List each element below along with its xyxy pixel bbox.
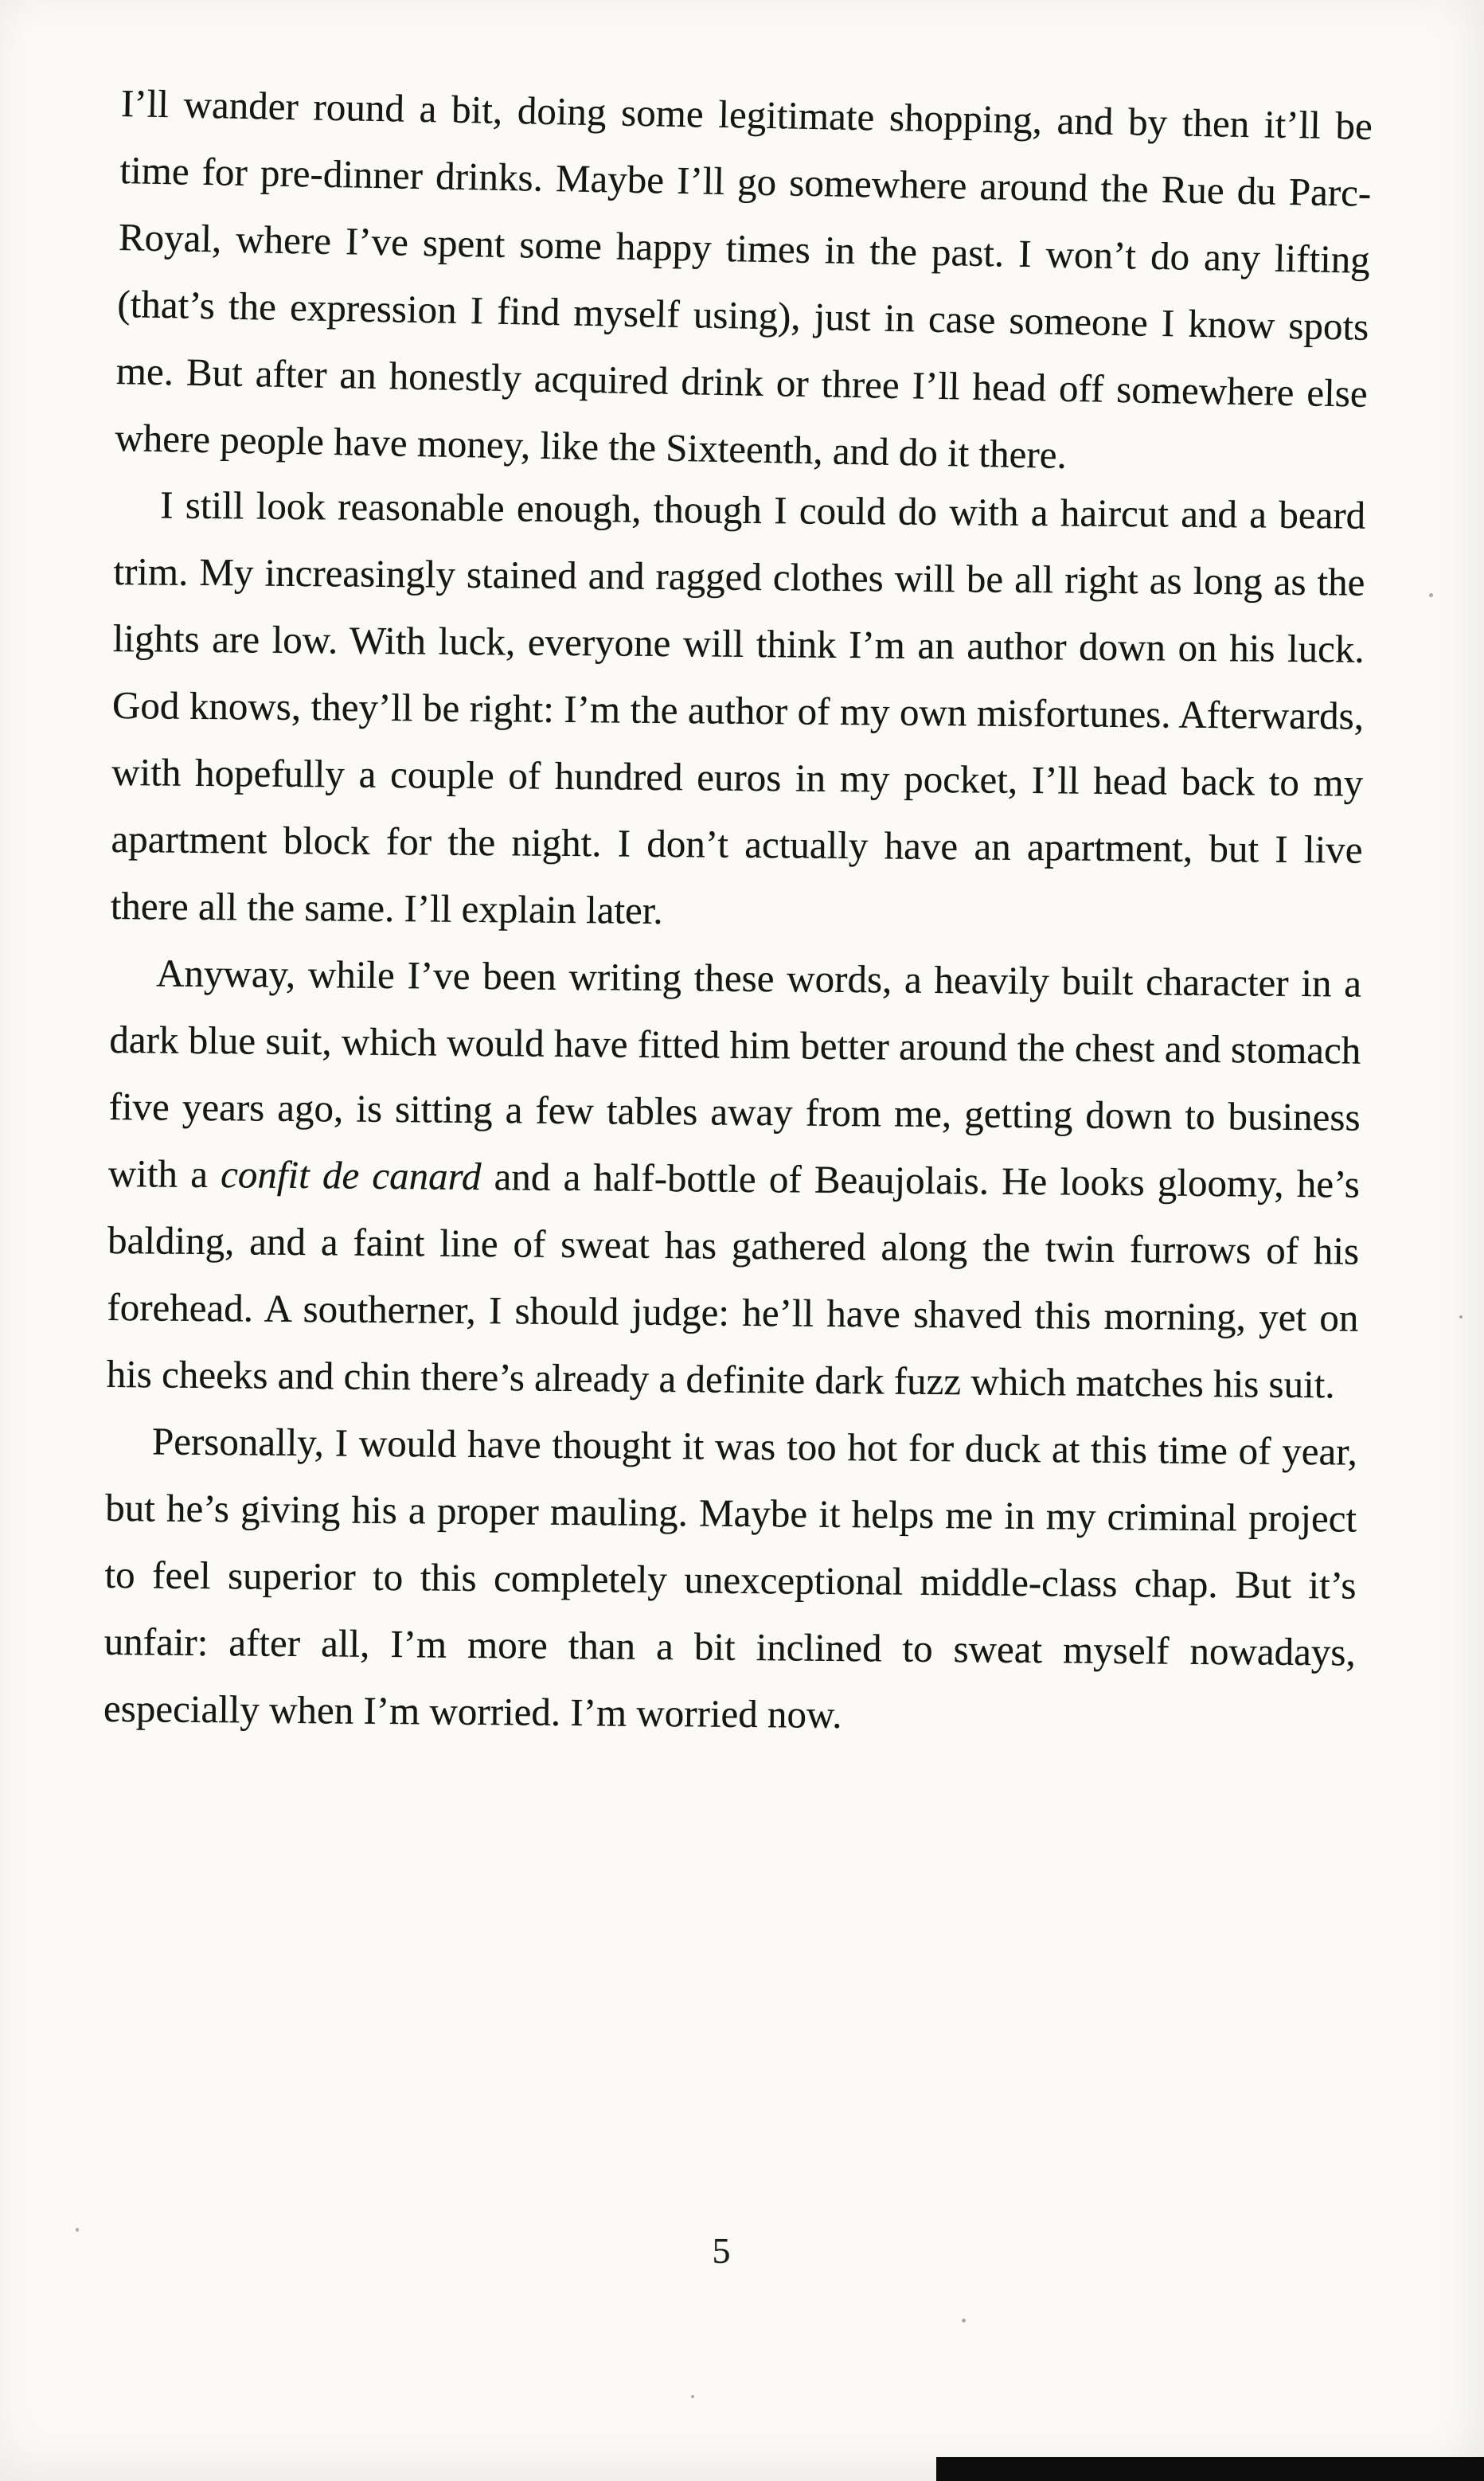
italic-phrase: confit de canard	[220, 1152, 482, 1199]
paragraph-text: and a half-bottle of Beaujolais. He looks gloomy, he’s balding, and a faint line of sweat has gathered along the twin furrows of his forehead. A southerner, I should judge: he’ll have shaved this morning, yet on his cheeks and chin there’s already a definite dark fuzz which matches his suit.	[106, 1155, 1361, 1407]
page-text	[103, 70, 1373, 1753]
scan-speck	[691, 2395, 694, 2398]
paragraph-text: Anyway, while I’ve been writing these words, a heavily built character in a dark blue suit, which would have fitted him better around the chest and stomach five years ago, is sitting a few tables away from me, getting down to business with a	[107, 951, 1362, 1197]
scan-speck	[962, 2319, 966, 2323]
scan-artifact-bar	[936, 2457, 1484, 2481]
scan-speck	[1429, 593, 1433, 597]
paragraph: Personally, I would have thought it was too hot for duck at this time of year, but he’s giving his a proper mauling. Maybe it helps me in my criminal project to feel superior to this completely unexceptional middle-class chap. But it’s unfair: after all, I’m more than a bit inclined to sweat myself nowadays, especially when I’m worried. I’m worried now.	[103, 1419, 1358, 1737]
paragraph	[106, 940, 1361, 1419]
paragraph: I still look reasonable enough, though I could do with a haircut and a beard trim. My increasingly stained and ragged clothes will be all right as long as the lights are low. With luck, everyone will think I’m an author down on his luck. God knows, they’ll be right: I’m the author of my own misfortunes. Afterwards, with hopefully a couple of hundred euros in my pocket, I’ll head back to my apartment block for the night. I don’t actually have an apartment, but I live there all the same. I’ll explain later.	[110, 483, 1366, 933]
page-number: 5	[712, 2230, 731, 2271]
paragraph: I’ll wander round a bit, doing some legitimate shopping, and by then it’ll be time for pre-dinner drinks. Maybe I’ll go somewhere around the Rue du Parc-Royal, where I’ve spent some happy times in the past. I won’t do any lifting (that’s the expression I find myself using), just in case someone I know spots me. But after an honestly acquired drink or three I’ll head off somewhere else where people have money, like the Sixteenth, and do it there.	[114, 81, 1373, 477]
scan-speck	[76, 2228, 79, 2232]
scan-speck	[1459, 1315, 1463, 1319]
